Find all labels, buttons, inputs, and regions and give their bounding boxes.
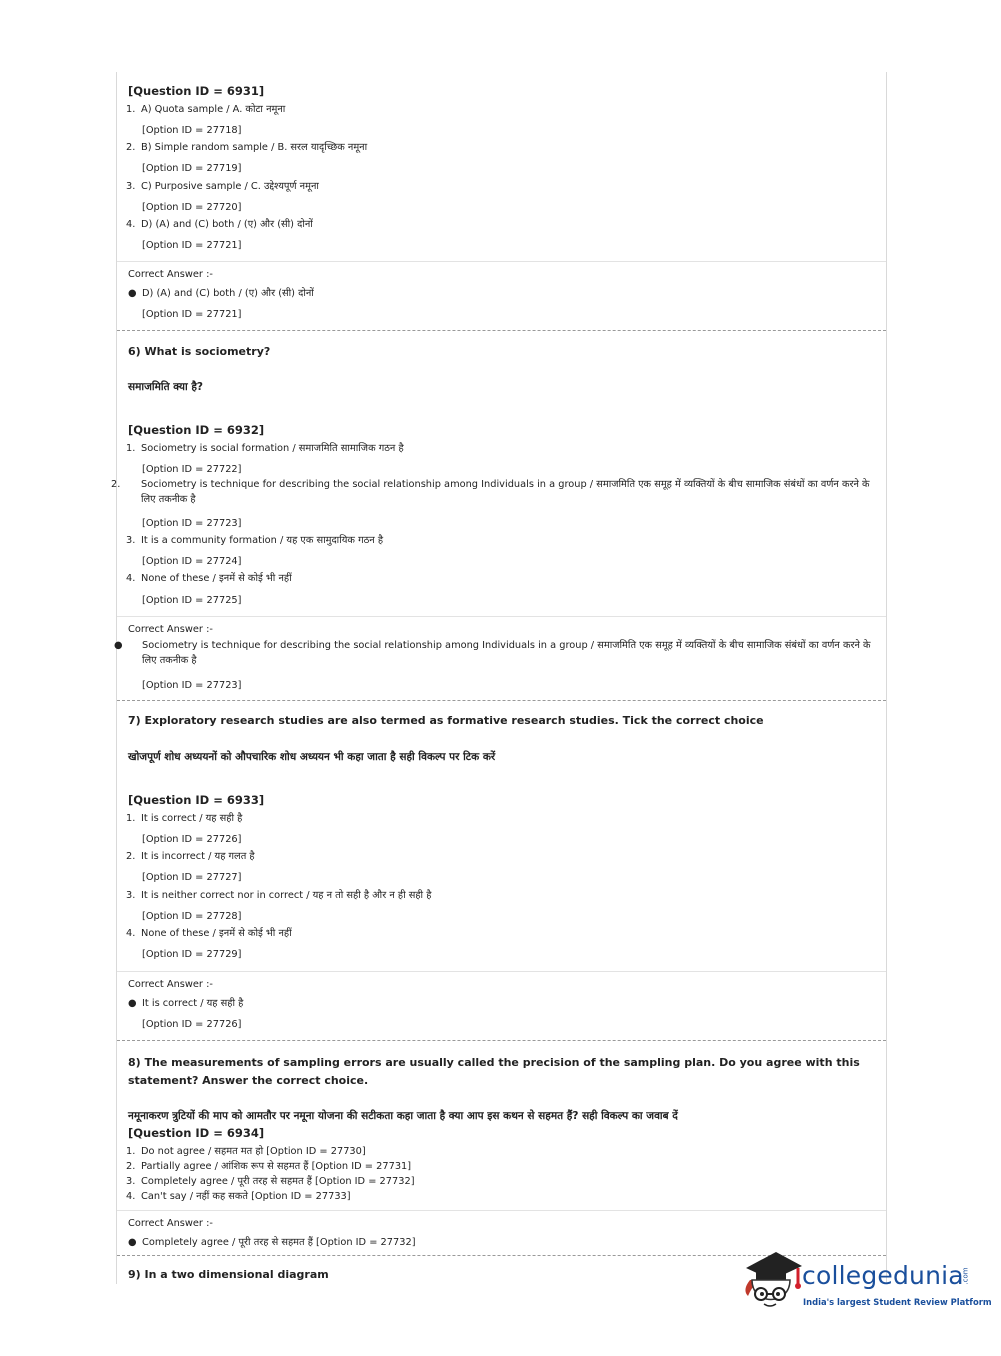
option-4: 4. None of these / इनमें से कोई भी नहीं [126,573,292,584]
correct-answer-label: Correct Answer :- [128,624,213,635]
question-6-block [111,330,886,701]
option-2: 2. Sociometry is technique for describing the social relationship among Individuals in a group / समाजमिति एक समूह में व्यक्तियों के बीच सामाजिक संबंधों का वर्णन करने के लिए तकनीक है [111,479,870,505]
question-paper-page [111,72,887,1284]
question-title: 8) The measurements of sampling errors are usually called the precision of the sampling plan. Do you agree with this statement? Answer the correct choice. [128,1056,860,1087]
option-3: 3. It is a community formation / यह एक सामुदायिक गठन है [126,535,384,546]
correct-answer: ● Sociometry is technique for describing the social relationship among Individuals in a group / समाजमिति एक समूह में व्यक्तियों के बीच सामाजिक संबंधों का वर्णन करने के लिए तकनीक है [114,640,871,666]
option-1: 1. Do not agree / सहमत मत हो [Option ID = 27730] [126,1146,366,1157]
option-4: 4. D) (A) and (C) both / (ए) और (सी) दोनों [126,219,313,230]
graduate-mascot-icon [742,1250,804,1316]
option-3-id: [Option ID = 27724] [142,556,242,567]
option-4: 4. None of these / इनमें से कोई भी नहीं [126,928,292,939]
option-4-id: [Option ID = 27721] [142,240,242,251]
option-2: 2. B) Simple random sample / B. सरल यादृच्छिक नमूना [126,142,368,153]
option-2: 2. Partially agree / आंशिक रूप से सहमत हैं [Option ID = 27731] [126,1161,412,1172]
option-2-id: [Option ID = 27723] [142,518,242,529]
correct-answer-label: Correct Answer :- [128,979,213,990]
correct-answer-id: [Option ID = 27721] [142,309,242,320]
option-4-id: [Option ID = 27725] [142,595,242,606]
question-id: [Question ID = 6931] [128,84,265,98]
option-4-id: [Option ID = 27729] [142,949,242,960]
option-2: 2. It is incorrect / यह गलत है [126,851,255,862]
collegedunia-logo [742,1250,992,1320]
correct-answer: ● It is correct / यह सही है [128,998,244,1009]
correct-answer-section [117,971,886,1041]
option-1-id: [Option ID = 27718] [142,125,242,136]
option-4: 4. Can't say / नहीं कह सकते [Option ID = 27733] [126,1191,351,1202]
correct-answer-id: [Option ID = 27723] [142,680,242,691]
question-title: 9) In a two dimensional diagram [128,1268,329,1281]
question-5-block [117,72,886,331]
correct-answer: ● D) (A) and (C) both / (ए) और (सी) दोनों [128,288,314,299]
option-1-id: [Option ID = 27726] [142,834,242,845]
question-title-hindi: खोजपूर्ण शोध अध्ययनों को औपचारिक शोध अध्ययन भी कहा जाता है सही विकल्प पर टिक करें [128,751,496,763]
option-3-id: [Option ID = 27728] [142,911,242,922]
question-title: 7) Exploratory research studies are also termed as formative research studies. Tick the correct choice [128,714,764,727]
question-title-hindi: समाजमिति क्या है? [128,381,203,393]
option-1: 1. Sociometry is social formation / समाजमिति सामाजिक गठन है [126,443,404,454]
question-8-block [117,1040,886,1256]
logo-tagline: India's largest Student Review Platform [803,1297,992,1307]
question-id: [Question ID = 6932] [128,423,265,437]
option-3: 3. It is neither correct nor in correct / यह न तो सही है और न ही सही है [126,890,432,901]
option-2-id: [Option ID = 27727] [142,872,242,883]
logo-suffix: .com [961,1267,970,1285]
correct-answer-section [117,261,886,331]
option-1-id: [Option ID = 27722] [142,464,242,475]
question-7-block [117,700,886,1041]
correct-answer-id: [Option ID = 27726] [142,1019,242,1030]
question-title: 6) What is sociometry? [128,345,271,358]
option-3: 3. Completely agree / पूरी तरह से सहमत हैं [Option ID = 27732] [126,1176,415,1187]
question-id: [Question ID = 6933] [128,793,265,807]
correct-answer-label: Correct Answer :- [128,269,213,280]
option-3-id: [Option ID = 27720] [142,202,242,213]
option-1: 1. A) Quota sample / A. कोटा नमूना [126,104,286,115]
question-id: [Question ID = 6934] [128,1126,265,1140]
option-2-id: [Option ID = 27719] [142,163,242,174]
question-title-hindi: नमूनाकरण त्रुटियों की माप को आमतौर पर नमूना योजना की सटीकता कहा जाता है क्या आप इस कथन से सहमत हैं? सही विकल्प का जवाब दें [128,1110,678,1122]
correct-answer-section [114,616,886,701]
option-3: 3. C) Purposive sample / C. उद्देश्यपूर्ण नमूना [126,181,319,192]
option-1: 1. It is correct / यह सही है [126,813,243,824]
correct-answer: ● Completely agree / पूरी तरह से सहमत हैं [Option ID = 27732] [128,1237,416,1248]
logo-wordmark: collegedunia [802,1261,964,1290]
correct-answer-label: Correct Answer :- [128,1218,213,1229]
